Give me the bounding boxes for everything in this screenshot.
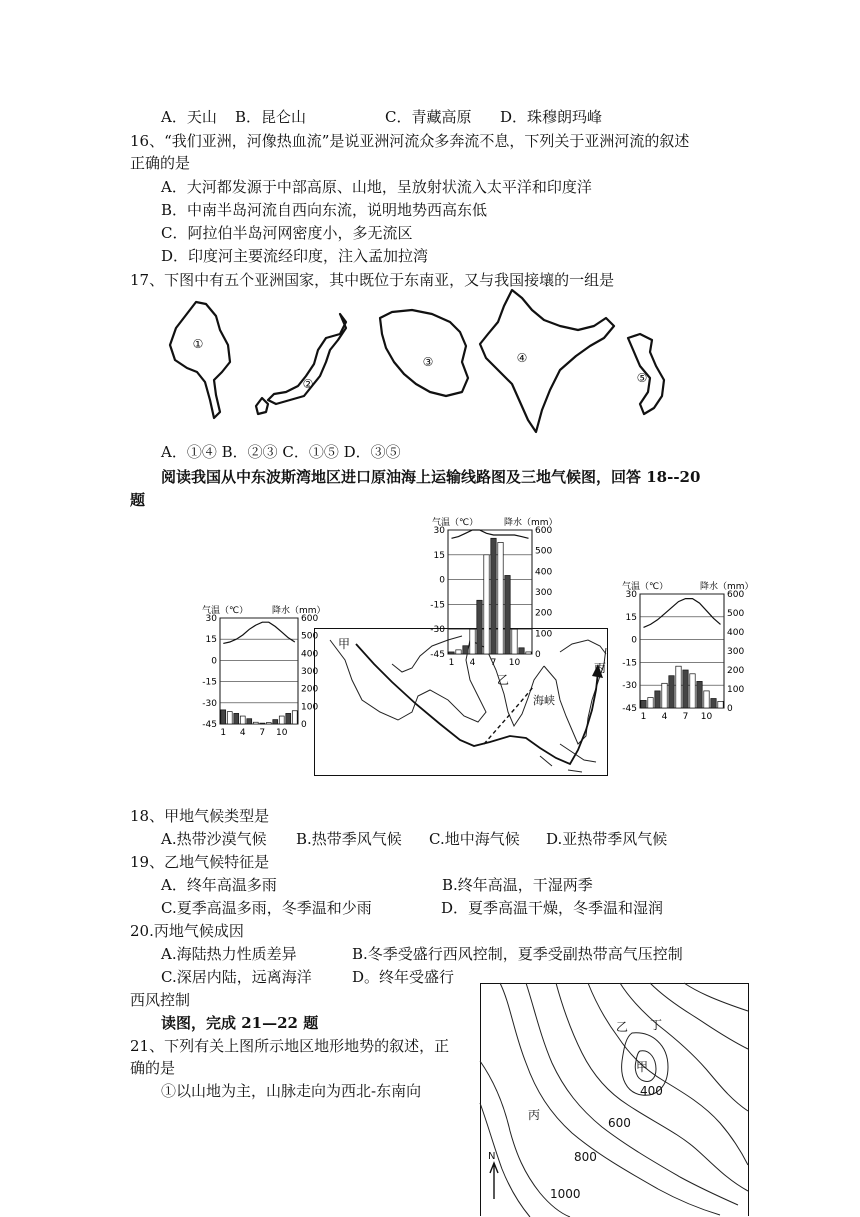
precip-tick-label: 100 — [727, 685, 745, 695]
precip-tick-label: 500 — [727, 609, 745, 619]
q19-option-d: D．夏季高温干燥，冬季温和湿润 — [441, 899, 664, 917]
temp-line — [452, 530, 529, 538]
month-tick-label: 4 — [469, 658, 476, 668]
temp-tick-label: 30 — [433, 526, 445, 536]
contour-map — [480, 983, 750, 1217]
temp-tick-label: -15 — [430, 600, 445, 611]
temp-tick-label: -15 — [622, 658, 637, 669]
q16-option-d: D．印度河主要流经印度，注入孟加拉湾 — [161, 247, 429, 265]
precip-bar — [697, 681, 702, 708]
q21-item-1: ①以山地为主，山脉走向为西北-东南向 — [161, 1082, 422, 1100]
q20-option-a: A.海陆热力性质差异 — [161, 945, 297, 963]
temp-tick-label: 15 — [433, 550, 445, 561]
month-tick-label: 7 — [682, 712, 689, 722]
q19-option-c: C.夏季高温多雨，冬季温和少雨 — [161, 899, 372, 917]
month-tick-label: 1 — [448, 658, 455, 668]
north-arrow-icon — [490, 1163, 498, 1199]
map-label-1: ① — [192, 337, 204, 351]
chart-bing-precip-label: 降水（mm） — [700, 582, 754, 592]
strait-label: 海峡 — [533, 694, 555, 707]
precip-tick-label: 400 — [301, 649, 319, 660]
contour-label-jia: 甲 — [636, 1060, 649, 1074]
precip-bar — [449, 652, 454, 654]
precip-bar — [240, 716, 245, 724]
q16-option-b: B．中南半岛河流自西向东流，说明地势西高东低 — [161, 201, 488, 219]
dashed-route — [484, 686, 534, 744]
precip-tick-label: 400 — [535, 567, 553, 578]
precip-tick-label: 500 — [535, 546, 553, 557]
temp-line — [644, 599, 721, 628]
month-tick-label: 10 — [508, 658, 521, 668]
precip-tick-label: 200 — [535, 608, 553, 619]
precip-tick-label: 200 — [727, 666, 745, 676]
precip-bar — [676, 666, 681, 708]
precip-bar — [292, 711, 297, 724]
precip-tick-label: 400 — [727, 628, 745, 638]
precip-bar — [655, 691, 660, 708]
precip-bar — [279, 716, 284, 724]
q15-option-a: A．天山 — [161, 108, 217, 126]
precip-bar — [273, 720, 278, 724]
month-tick-label: 1 — [640, 712, 647, 722]
precip-bar — [266, 723, 271, 724]
place-label-yi: 乙 — [497, 673, 510, 687]
contour-label-ding: 丁 — [650, 1018, 663, 1032]
temp-tick-label: -30 — [622, 681, 637, 692]
precip-bar — [718, 701, 723, 708]
precip-bar — [512, 629, 517, 654]
precip-bar — [526, 652, 531, 654]
contour-line-2 — [526, 983, 738, 1205]
chart-yi-temp-label: 气温（℃） — [432, 518, 479, 528]
precip-bar — [286, 713, 291, 724]
precip-tick-label: 100 — [535, 629, 553, 640]
q20-option-b: B.冬季受盛行西风控制，夏季受副热带高气压控制 — [352, 945, 683, 963]
precip-tick-label: 0 — [301, 720, 307, 730]
q20-option-d: D。终年受盛行 — [352, 968, 455, 986]
contour-label-1000: 1000 — [550, 1187, 581, 1201]
precip-bar — [221, 710, 226, 724]
precip-bar — [463, 646, 468, 654]
temp-tick-label: 15 — [625, 612, 637, 623]
contour-label-800: 800 — [574, 1150, 597, 1164]
contour-label-yi: 乙 — [616, 1020, 629, 1034]
q15-option-c: C．青藏高原 — [385, 108, 472, 126]
temp-tick-label: -30 — [202, 698, 217, 709]
precip-bar — [704, 691, 709, 708]
precip-bar — [234, 713, 239, 724]
chart-frame — [640, 594, 724, 708]
contour-line-6 — [650, 983, 748, 1049]
precip-tick-label: 0 — [727, 704, 733, 714]
precip-bar — [498, 542, 503, 654]
precip-bar — [711, 699, 716, 709]
precip-bar — [683, 670, 688, 708]
q17-stem: 17、下图中有五个亚洲国家，其中既位于东南亚，又与我国接壤的一组是 — [130, 271, 615, 289]
precip-tick-label: 100 — [301, 702, 319, 713]
month-tick-label: 4 — [239, 728, 246, 738]
month-tick-label: 1 — [220, 728, 227, 738]
contour-line-4 — [588, 983, 748, 1165]
north-label: N — [488, 1151, 496, 1162]
month-tick-label: 7 — [259, 728, 266, 738]
q18-option-b: B.热带季风气候 — [296, 830, 402, 848]
q16-stem-line2: 正确的是 — [130, 154, 191, 172]
precip-bar — [505, 575, 510, 654]
q19-option-b: B.终年高温，干湿两季 — [442, 876, 593, 894]
climate-chart-jia — [198, 604, 326, 744]
temp-tick-label: -45 — [430, 650, 445, 660]
q17-options: A．①④ B．②③ C．①⑤ D．③⑤ — [161, 443, 401, 461]
precip-tick-label: 600 — [727, 590, 745, 600]
chart-yi-precip-label: 降水（mm） — [504, 518, 558, 528]
sea-islands — [540, 744, 596, 772]
contour-label-600: 600 — [608, 1116, 631, 1130]
chart-bing-temp-label: 气温（℃） — [622, 582, 669, 592]
temp-tick-label: -45 — [202, 720, 217, 730]
precip-bar — [662, 683, 667, 708]
precip-bar — [253, 722, 258, 724]
q20-option-d-wrap: 西风控制 — [130, 991, 191, 1009]
q15-option-d: D．珠穆朗玛峰 — [500, 108, 603, 126]
precip-bar — [456, 650, 461, 654]
chart-frame — [220, 618, 298, 724]
reading-21-22: 读图，完成 21—22 题 — [161, 1014, 319, 1032]
precip-bar — [260, 723, 265, 724]
precip-bar — [690, 674, 695, 708]
climate-chart-yi — [424, 516, 558, 668]
precip-bar — [669, 676, 674, 708]
month-tick-label: 10 — [700, 712, 713, 722]
temp-tick-label: 0 — [439, 575, 445, 586]
reading-18-20-line1: 阅读我国从中东波斯湾地区进口原油海上运输线路图及三地气候图，回答 18--20 — [161, 468, 701, 486]
precip-tick-label: 300 — [301, 667, 319, 677]
precip-bar — [641, 700, 646, 708]
climate-chart-bing — [618, 580, 754, 722]
precip-tick-label: 300 — [535, 588, 553, 598]
temp-tick-label: 30 — [205, 614, 217, 624]
precip-tick-label: 500 — [301, 631, 319, 642]
q18-stem: 18、甲地气候类型是 — [130, 807, 270, 825]
temp-line — [223, 622, 294, 643]
precip-tick-label: 600 — [535, 526, 553, 536]
contour-line-7 — [684, 983, 748, 1011]
q18-option-c: C.地中海气候 — [429, 830, 520, 848]
precip-bar — [247, 719, 252, 724]
q16-stem-line1: 16、“我们亚洲，河像热血流”是说亚洲河流众多奔流不息，下列关于亚洲河流的叙述 — [130, 132, 690, 150]
q19-option-a: A．终年高温多雨 — [161, 876, 277, 894]
q21-stem-line1: 21、下列有关上图所示地区地形地势的叙述，正 — [130, 1037, 450, 1055]
q16-option-c: C．阿拉伯半岛河网密度小，多无流区 — [161, 224, 413, 242]
contour-label-bing: 丙 — [528, 1108, 541, 1122]
precip-bar — [477, 600, 482, 654]
precip-tick-label: 300 — [727, 647, 745, 657]
q18-option-a: A.热带沙漠气候 — [161, 830, 267, 848]
map-label-5: ⑤ — [636, 371, 648, 385]
month-tick-label: 7 — [490, 658, 497, 668]
temp-tick-label: -15 — [202, 677, 217, 688]
place-label-jia: 甲 — [338, 637, 351, 651]
precip-tick-label: 600 — [301, 614, 319, 624]
q18-option-d: D.亚热带季风气候 — [546, 830, 668, 848]
contour-label-400: 400 — [640, 1084, 663, 1098]
map-label-3: ③ — [422, 355, 434, 369]
precip-bar — [484, 555, 489, 654]
q18-options — [161, 829, 667, 849]
q21-stem-line2: 确的是 — [130, 1059, 176, 1077]
precip-bar — [519, 648, 524, 654]
temp-tick-label: 0 — [211, 656, 217, 667]
precip-tick-label: 0 — [535, 650, 541, 660]
q20-stem: 20.丙地气候成因 — [130, 922, 244, 940]
precip-bar — [470, 629, 475, 654]
temp-tick-label: 15 — [205, 635, 217, 646]
q20-option-c: C.深居内陆，远离海洋 — [161, 968, 312, 986]
temp-tick-label: 0 — [631, 635, 637, 646]
reading-18-20-line2: 题 — [130, 491, 146, 509]
precip-bar — [648, 698, 653, 708]
q16-option-a: A．大河都发源于中部高原、山地，呈放射状流入太平洋和印度洋 — [161, 178, 592, 196]
month-tick-label: 4 — [661, 712, 668, 722]
temp-tick-label: -30 — [430, 625, 445, 636]
month-tick-label: 10 — [276, 728, 288, 738]
temp-tick-label: -45 — [622, 704, 637, 714]
chart-frame — [448, 530, 532, 654]
map-label-4: ④ — [516, 351, 528, 365]
chart-jia-temp-label: 气温（℃） — [202, 606, 249, 616]
q15-option-b: B．昆仑山 — [235, 108, 307, 126]
china-coast — [560, 640, 606, 654]
chart-jia-precip-label: 降水（mm） — [272, 606, 326, 616]
q19-stem: 19、乙地气候特征是 — [130, 853, 270, 871]
place-label-bing: 丙 — [594, 661, 607, 675]
map-label-2: ② — [302, 377, 314, 391]
precip-bar — [491, 538, 496, 654]
precip-bar — [227, 712, 232, 724]
temp-tick-label: 30 — [625, 590, 637, 600]
precip-tick-label: 200 — [301, 684, 319, 695]
